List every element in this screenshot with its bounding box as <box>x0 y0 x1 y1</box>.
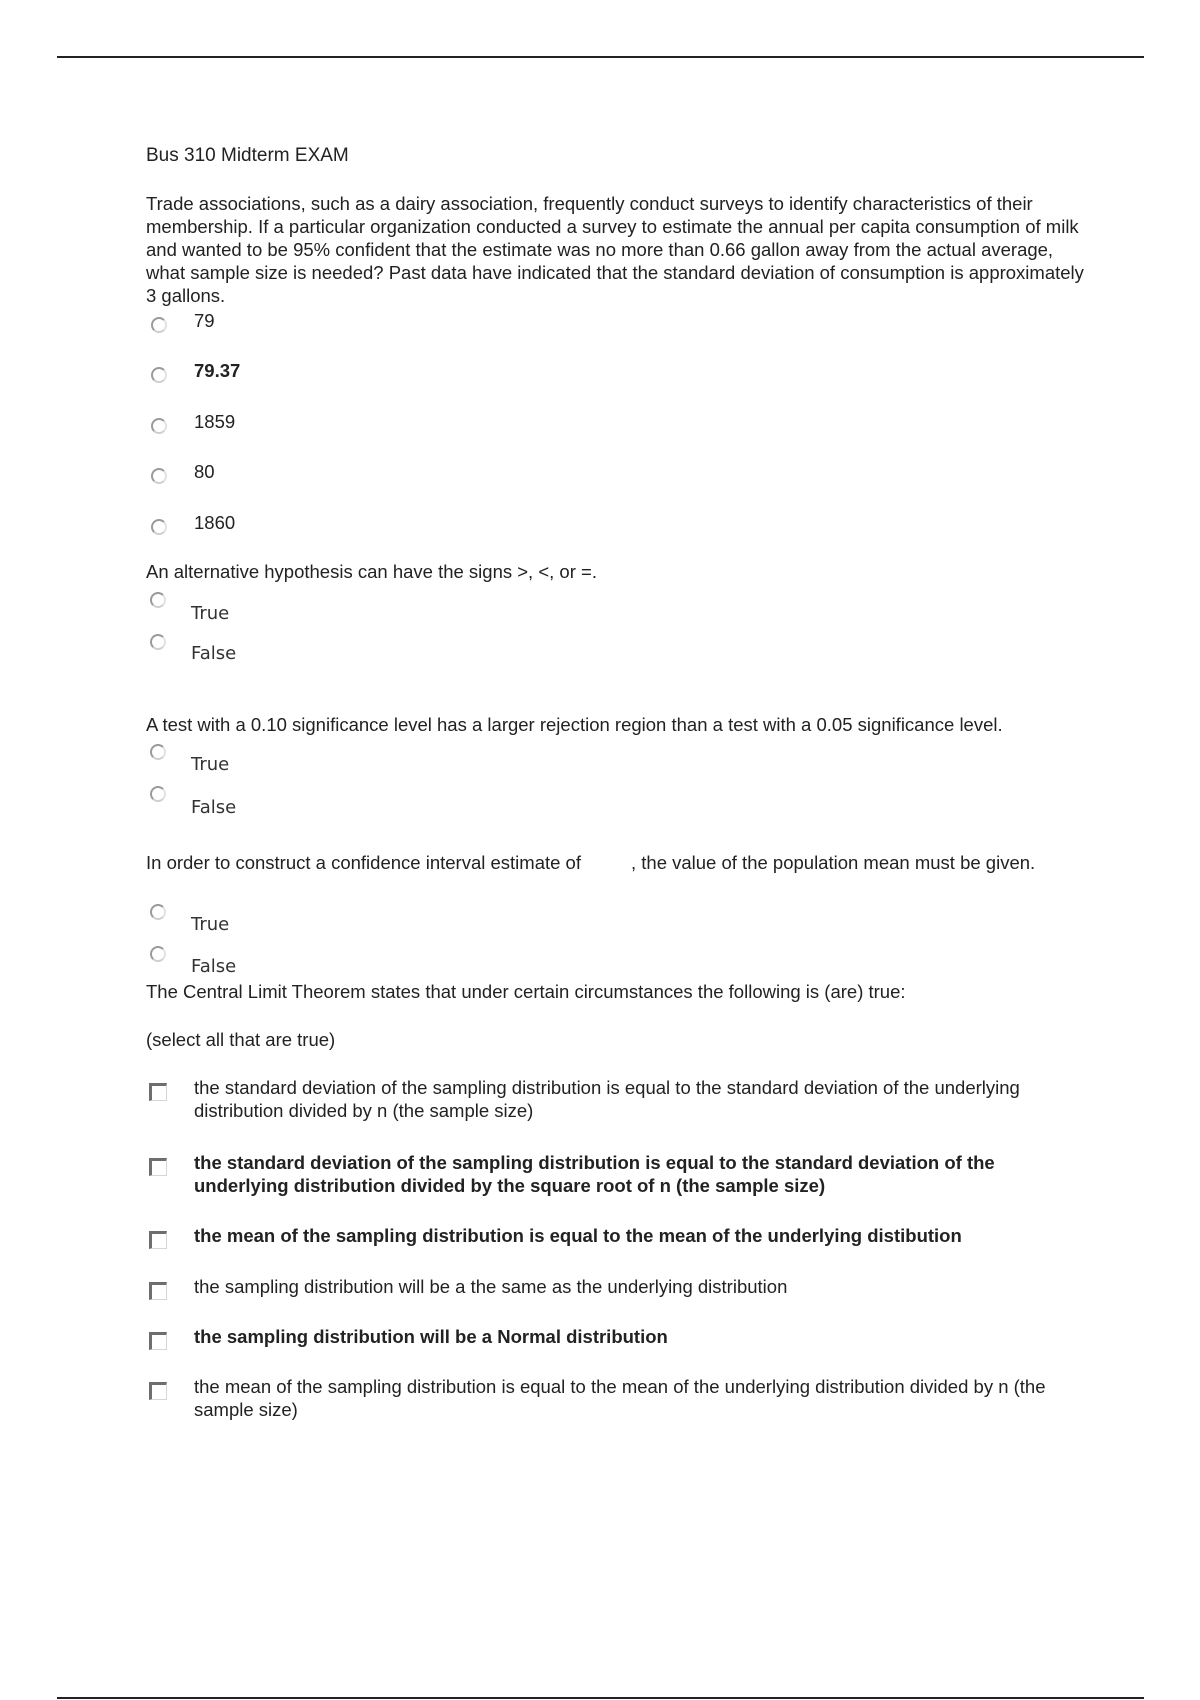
q5-option-3-label: the mean of the sampling distribution is equal to the mean of the underlying distibution <box>194 1225 962 1246</box>
q2-option-true-radio[interactable] <box>150 592 166 608</box>
q4-option-true-radio[interactable] <box>150 904 166 920</box>
top-rule <box>57 56 1144 58</box>
question-1-text: Trade associations, such as a dairy association, frequently conduct surveys to identify characteristics of their membership. If a particular organization conducted a survey to estimate the annual per capita consumption of milk and wanted to be 95% confident that the estimate was no more than 0.66 gallon away from the actual average, what sample size is needed? Past data have indicated that the standard deviation of consumption is approximately 3 gallons. <box>146 193 1084 306</box>
bottom-rule <box>57 1697 1144 1699</box>
q3-option-true-label: True <box>191 754 230 775</box>
q5-option-6-checkbox[interactable] <box>149 1382 167 1400</box>
q4-option-false-label: False <box>191 956 237 977</box>
exam-title: Bus 310 Midterm EXAM <box>146 145 349 166</box>
q5-option-2-label: the standard deviation of the sampling distribution is equal to the standard deviation of the underlying distribution divided by the square root of n (the sample size) <box>194 1152 995 1196</box>
q1-option-3-label: 1859 <box>194 411 236 432</box>
q1-option-1-label: 79 <box>194 310 215 331</box>
q1-option-5-radio[interactable] <box>151 519 167 535</box>
q5-option-1-label: the standard deviation of the sampling distribution is equal to the standard deviation of the underlying distribution divided by n (the sample size) <box>194 1077 1020 1121</box>
q2-option-false-label: False <box>191 643 237 664</box>
q3-option-false-label: False <box>191 797 237 818</box>
q5-option-4-label: the sampling distribution will be a the same as the underlying distribution <box>194 1276 788 1297</box>
q5-option-4-checkbox[interactable] <box>149 1282 167 1300</box>
q1-option-4-label: 80 <box>194 461 215 482</box>
q1-option-2-label: 79.37 <box>194 360 241 381</box>
q4-option-false-radio[interactable] <box>150 946 166 962</box>
q1-option-5-label: 1860 <box>194 512 236 533</box>
q5-option-5-label: the sampling distribution will be a Normal distribution <box>194 1326 668 1347</box>
q2-option-true-label: True <box>191 603 230 624</box>
q5-option-2-checkbox[interactable] <box>149 1158 167 1176</box>
q1-option-2-radio[interactable] <box>151 367 167 383</box>
q3-option-true-radio[interactable] <box>150 744 166 760</box>
q1-option-3-radio[interactable] <box>151 418 167 434</box>
q4-option-true-label: True <box>191 914 230 935</box>
question-4-text <box>146 851 1086 874</box>
question-3-text: A test with a 0.10 significance level has a larger rejection region than a test with a 0.05 significance level. <box>146 714 1003 735</box>
q5-option-3-checkbox[interactable] <box>149 1231 167 1249</box>
q1-option-4-radio[interactable] <box>151 468 167 484</box>
q1-option-1-radio[interactable] <box>151 317 167 333</box>
question-2-text: An alternative hypothesis can have the signs >, <, or =. <box>146 561 597 582</box>
q5-option-1-checkbox[interactable] <box>149 1083 167 1101</box>
question-4-text-before: In order to construct a confidence interval estimate of <box>146 852 581 873</box>
q2-option-false-radio[interactable] <box>150 634 166 650</box>
q5-option-5-checkbox[interactable] <box>149 1332 167 1350</box>
q5-option-6-label: the mean of the sampling distribution is equal to the mean of the underlying distribution divided by n (the sample size) <box>194 1376 1046 1420</box>
question-5-text: The Central Limit Theorem states that under certain circumstances the following is (are) true: <box>146 981 906 1002</box>
q3-option-false-radio[interactable] <box>150 786 166 802</box>
question-5-instruction: (select all that are true) <box>146 1029 336 1050</box>
question-4-text-after: , the value of the population mean must be given. <box>630 852 1036 873</box>
